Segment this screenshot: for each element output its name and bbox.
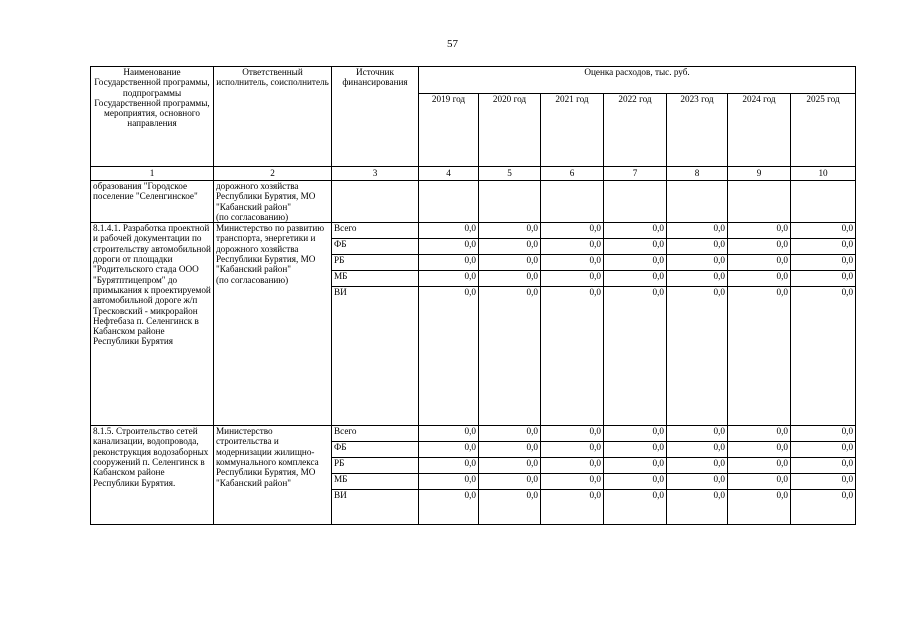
value-cell: 0,0 <box>604 271 667 287</box>
value-cell: 0,0 <box>791 287 856 426</box>
column-number: 4 <box>419 167 479 181</box>
measure-name: 8.1.4.1. Разработка проектной и рабочей документации по строительству автомобильной дороги от площадки "Родительского стада ООО "Бурятптицепром" до примыкания к проектируемой автомобильной дороге ж/п Тресковский - микрорайон Нефтебаза п. Селенгинск в Кабанском районе Республики Бурятия <box>91 223 214 426</box>
value-cell: 0,0 <box>667 426 728 442</box>
executor-name: Министерство строительства и модернизации жилищно-коммунального комплекса Республики Бурятия, МО "Кабанский район" <box>214 426 332 525</box>
empty-cell <box>667 181 728 223</box>
value-cell: 0,0 <box>541 239 604 255</box>
value-cell: 0,0 <box>667 287 728 426</box>
column-number: 7 <box>604 167 667 181</box>
table-row <box>91 181 856 223</box>
column-number: 2 <box>214 167 332 181</box>
header-cost-estimate: Оценка расходов, тыс. руб. <box>419 67 856 94</box>
header-source: Источник финансирования <box>332 67 419 167</box>
executor-name: дорожного хозяйства Республики Бурятия, МО "Кабанский район" (по согласованию) <box>214 181 332 223</box>
funding-source: ФБ <box>332 239 419 255</box>
value-cell: 0,0 <box>541 223 604 239</box>
value-cell: 0,0 <box>479 271 541 287</box>
value-cell: 0,0 <box>728 442 791 458</box>
value-cell: 0,0 <box>419 474 479 490</box>
value-cell: 0,0 <box>667 271 728 287</box>
value-cell: 0,0 <box>479 239 541 255</box>
value-cell: 0,0 <box>541 271 604 287</box>
column-number: 10 <box>791 167 856 181</box>
column-number: 6 <box>541 167 604 181</box>
value-cell: 0,0 <box>541 474 604 490</box>
value-cell: 0,0 <box>791 474 856 490</box>
funding-source: Всего <box>332 426 419 442</box>
value-cell: 0,0 <box>728 223 791 239</box>
value-cell: 0,0 <box>604 490 667 525</box>
executor-name: Министерство по развитию транспорта, энергетики и дорожного хозяйства Республики Бурятия, МО "Кабанский район" (по согласованию) <box>214 223 332 426</box>
funding-source: МБ <box>332 474 419 490</box>
value-cell: 0,0 <box>667 223 728 239</box>
value-cell: 0,0 <box>541 490 604 525</box>
value-cell: 0,0 <box>728 458 791 474</box>
value-cell: 0,0 <box>604 223 667 239</box>
value-cell: 0,0 <box>479 458 541 474</box>
table-row <box>91 426 856 442</box>
value-cell: 0,0 <box>419 271 479 287</box>
value-cell: 0,0 <box>479 223 541 239</box>
value-cell: 0,0 <box>604 255 667 271</box>
funding-source: ФБ <box>332 442 419 458</box>
empty-cell <box>541 181 604 223</box>
header-year: 2021 год <box>541 94 604 167</box>
value-cell: 0,0 <box>479 490 541 525</box>
value-cell: 0,0 <box>419 255 479 271</box>
empty-cell <box>419 181 479 223</box>
value-cell: 0,0 <box>479 255 541 271</box>
value-cell: 0,0 <box>791 442 856 458</box>
column-number: 1 <box>91 167 214 181</box>
value-cell: 0,0 <box>728 239 791 255</box>
header-name: Наименование Государственной программы, подпрограммы Государственной программы, мероприятия, основного направления <box>91 67 214 167</box>
value-cell: 0,0 <box>604 239 667 255</box>
value-cell: 0,0 <box>479 426 541 442</box>
header-year: 2025 год <box>791 94 856 167</box>
page-number: 57 <box>447 38 458 50</box>
value-cell: 0,0 <box>791 223 856 239</box>
value-cell: 0,0 <box>728 255 791 271</box>
header-year: 2019 год <box>419 94 479 167</box>
value-cell: 0,0 <box>419 223 479 239</box>
value-cell: 0,0 <box>667 239 728 255</box>
value-cell: 0,0 <box>479 287 541 426</box>
value-cell: 0,0 <box>728 490 791 525</box>
value-cell: 0,0 <box>541 426 604 442</box>
value-cell: 0,0 <box>541 458 604 474</box>
value-cell: 0,0 <box>791 490 856 525</box>
value-cell: 0,0 <box>791 458 856 474</box>
measure-name: 8.1.5. Строительство сетей канализации, водопровода, реконструкция водозаборных сооружений п. Селенгинск в Кабанском районе Республики Бурятия. <box>91 426 214 525</box>
value-cell: 0,0 <box>728 287 791 426</box>
column-number: 9 <box>728 167 791 181</box>
value-cell: 0,0 <box>541 255 604 271</box>
value-cell: 0,0 <box>667 458 728 474</box>
funding-source: РБ <box>332 255 419 271</box>
value-cell: 0,0 <box>604 458 667 474</box>
value-cell: 0,0 <box>479 442 541 458</box>
value-cell: 0,0 <box>419 442 479 458</box>
value-cell: 0,0 <box>419 458 479 474</box>
value-cell: 0,0 <box>479 474 541 490</box>
value-cell: 0,0 <box>791 426 856 442</box>
budget-table <box>90 66 856 525</box>
funding-source: ВИ <box>332 287 419 426</box>
value-cell: 0,0 <box>667 490 728 525</box>
value-cell: 0,0 <box>604 474 667 490</box>
value-cell: 0,0 <box>419 426 479 442</box>
funding-source: РБ <box>332 458 419 474</box>
value-cell: 0,0 <box>791 239 856 255</box>
value-cell: 0,0 <box>541 287 604 426</box>
value-cell: 0,0 <box>728 426 791 442</box>
funding-source: Всего <box>332 223 419 239</box>
header-year: 2022 год <box>604 94 667 167</box>
column-number: 3 <box>332 167 419 181</box>
funding-source: МБ <box>332 271 419 287</box>
value-cell: 0,0 <box>728 474 791 490</box>
funding-source: ВИ <box>332 490 419 525</box>
header-year: 2023 год <box>667 94 728 167</box>
header-executor: Ответственный исполнитель, соисполнитель <box>214 67 332 167</box>
column-number: 8 <box>667 167 728 181</box>
value-cell: 0,0 <box>667 442 728 458</box>
empty-cell <box>728 181 791 223</box>
empty-cell <box>604 181 667 223</box>
value-cell: 0,0 <box>419 490 479 525</box>
value-cell: 0,0 <box>541 442 604 458</box>
value-cell: 0,0 <box>604 287 667 426</box>
value-cell: 0,0 <box>604 426 667 442</box>
value-cell: 0,0 <box>419 239 479 255</box>
column-number: 5 <box>479 167 541 181</box>
value-cell: 0,0 <box>791 271 856 287</box>
empty-cell <box>791 181 856 223</box>
value-cell: 0,0 <box>667 474 728 490</box>
value-cell: 0,0 <box>419 287 479 426</box>
empty-cell <box>479 181 541 223</box>
value-cell: 0,0 <box>604 442 667 458</box>
empty-cell <box>332 181 419 223</box>
header-year: 2020 год <box>479 94 541 167</box>
value-cell: 0,0 <box>791 255 856 271</box>
value-cell: 0,0 <box>667 255 728 271</box>
header-year: 2024 год <box>728 94 791 167</box>
measure-name: образования "Городское поселение "Селенгинское" <box>91 181 214 223</box>
table-row <box>91 223 856 239</box>
value-cell: 0,0 <box>728 271 791 287</box>
